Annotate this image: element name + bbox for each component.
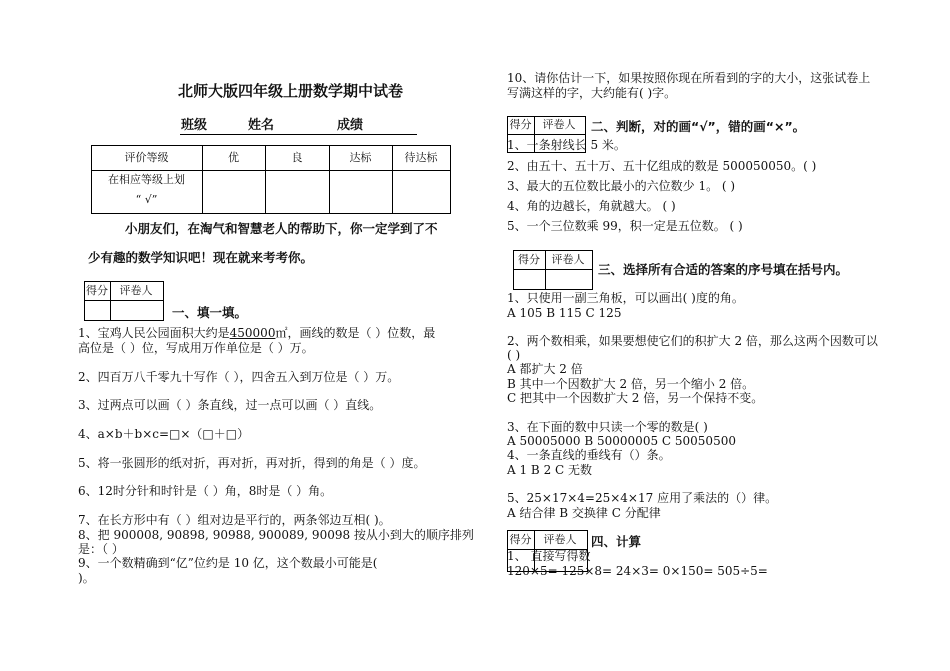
grade-header-pass: 达标 bbox=[349, 151, 372, 164]
class-label: 班级 bbox=[181, 118, 208, 133]
question-7: 7、在长方形中有（ ）组对边是平行的，两条邻边互相( )。 bbox=[78, 513, 391, 527]
grade-cell-excellent[interactable] bbox=[203, 171, 266, 214]
calc-problems: 120×5= 125×8= 24×3= 0×150= 505÷5= bbox=[507, 564, 768, 578]
score-box-divider bbox=[507, 134, 585, 135]
question-3: 3、过两点可以画（ ）条直线，过一点可以画（ ）直线。 bbox=[78, 398, 382, 412]
score-box-grader-label: 评卷人 bbox=[543, 533, 577, 546]
choice-question-4-options: A 1 B 2 C 无数 bbox=[507, 463, 593, 477]
score-box-divider bbox=[84, 300, 163, 301]
choice-question-3: 3、在下面的数中只读一个零的数是( ) bbox=[507, 420, 708, 434]
choice-question-3-options: A 50005000 B 50000005 C 50050500 bbox=[507, 434, 736, 448]
question-8-line-1: 8、把 900008, 90898, 90988, 900089, 90098 按从小到大的顺序排列 bbox=[78, 528, 474, 542]
intro-line-2: 少有趣的数学知识吧！现在就来考考你。 bbox=[88, 250, 314, 265]
grade-cell-pass[interactable] bbox=[330, 171, 393, 214]
question-1-line-1 bbox=[78, 326, 435, 341]
choice-question-2-option-c: C 把其中一个因数扩大 2 倍，另一个保持不变。 bbox=[507, 391, 764, 405]
question-5: 5、将一张圆形的纸对折，再对折，再对折，得到的角是（ ）度。 bbox=[78, 456, 426, 470]
question-1-text: 1、宝鸡人民公园面积大约是 bbox=[78, 326, 230, 340]
score-box-grader-label: 评卷人 bbox=[551, 253, 585, 266]
question-1-line-2: 高位是（ ）位，写成用万作单位是（ ）万。 bbox=[78, 341, 314, 355]
question-10-line-2: 写满这样的字，大约能有( )字。 bbox=[507, 86, 677, 100]
section-2-heading: 二、判断，对的画“√”，错的画“×”。 bbox=[591, 119, 806, 134]
question-6: 6、12时分针和时针是（ ）角，8时是（ ）角。 bbox=[78, 484, 333, 498]
grade-header-level: 评价等级 bbox=[124, 151, 169, 164]
score-box-divider bbox=[513, 269, 592, 270]
section-3-heading: 三、选择所有合适的答案的序号填在括号内。 bbox=[598, 262, 849, 277]
choice-question-5-options: A 结合律 B 交换律 C 分配律 bbox=[507, 506, 661, 520]
name-label: 姓名 bbox=[248, 118, 275, 133]
question-1-text-tail: ㎡，画线的数是（ ）位数，最 bbox=[275, 326, 436, 340]
question-1-underlined-number: 450000 bbox=[229, 326, 276, 340]
question-9-line-1: 9、一个数精确到“亿”位约是 10 亿，这个数最小可能是( bbox=[78, 556, 378, 570]
judge-item-5: 5、一个三位数乘 99，积一定是五位数。 ( ) bbox=[507, 219, 743, 233]
section-1-heading: 一、填一填。 bbox=[172, 305, 248, 320]
score-box-score-label: 得分 bbox=[518, 253, 540, 266]
choice-question-1: 1、只使用一副三角板，可以画出( )度的角。 bbox=[507, 291, 744, 305]
question-2: 2、四百万八千零九十写作（ ），四舍五入到万位是（ ）万。 bbox=[78, 370, 400, 384]
grade-header-below: 待达标 bbox=[404, 151, 438, 164]
choice-question-1-options: A 105 B 115 C 125 bbox=[507, 306, 622, 320]
grade-row-checkmark: “ √” bbox=[135, 193, 158, 206]
choice-question-2-option-b: B 其中一个因数扩大 2 倍，另一个缩小 2 倍。 bbox=[507, 377, 755, 391]
judge-item-3: 3、最大的五位数比最小的六位数少 1。 ( ) bbox=[507, 179, 736, 193]
section-4-heading: 四、计算 bbox=[591, 534, 642, 549]
score-box-grader-label: 评卷人 bbox=[119, 284, 153, 297]
score-box-grader-label: 评卷人 bbox=[542, 118, 576, 131]
score-label: 成绩 bbox=[337, 118, 364, 133]
header-underline bbox=[180, 134, 417, 135]
question-10-line-1: 10、请你估计一下，如果按照你现在所看到的字的大小，这张试卷上 bbox=[507, 71, 871, 85]
grade-cell-below[interactable] bbox=[393, 171, 451, 214]
grade-header-good: 良 bbox=[291, 151, 303, 164]
choice-question-2-line-2: ( ) bbox=[507, 348, 521, 362]
choice-question-4: 4、一条直线的垂线有（）条。 bbox=[507, 448, 671, 462]
score-box-score-label: 得分 bbox=[509, 533, 532, 546]
choice-question-2-line-1: 2、两个数相乘，如果要想使它们的积扩大 2 倍，那么这两个因数可以 bbox=[507, 334, 878, 348]
judge-item-4: 4、角的边越长，角就越大。 ( ) bbox=[507, 199, 676, 213]
choice-question-2-option-a: A 都扩大 2 倍 bbox=[507, 362, 583, 376]
question-8-line-2: 是：（ ） bbox=[78, 542, 124, 556]
intro-line-1: 小朋友们，在淘气和智慧老人的帮助下，你一定学到了不 bbox=[125, 221, 438, 236]
page-title: 北师大版四年级上册数学期中试卷 bbox=[178, 82, 404, 100]
grade-row-label: 在相应等级上划 bbox=[108, 173, 185, 186]
grade-header-excellent: 优 bbox=[228, 151, 239, 164]
judge-item-2: 2、由五十、五十万、五十亿组成的数是 500050050。( ) bbox=[507, 159, 817, 173]
grade-cell-good[interactable] bbox=[266, 171, 330, 214]
calc-subheading: 1、 直接写得数 bbox=[507, 549, 591, 563]
judge-item-1: 1、一条射线长 5 米。 bbox=[507, 138, 626, 152]
score-box-score-label: 得分 bbox=[86, 284, 108, 297]
question-9-line-2: )。 bbox=[78, 571, 95, 585]
question-4: 4、a×b＋b×c=□×（□＋□） bbox=[78, 427, 250, 441]
score-box-score-label: 得分 bbox=[509, 118, 532, 131]
choice-question-5: 5、25×17×4=25×4×17 应用了乘法的（）律。 bbox=[507, 491, 778, 505]
